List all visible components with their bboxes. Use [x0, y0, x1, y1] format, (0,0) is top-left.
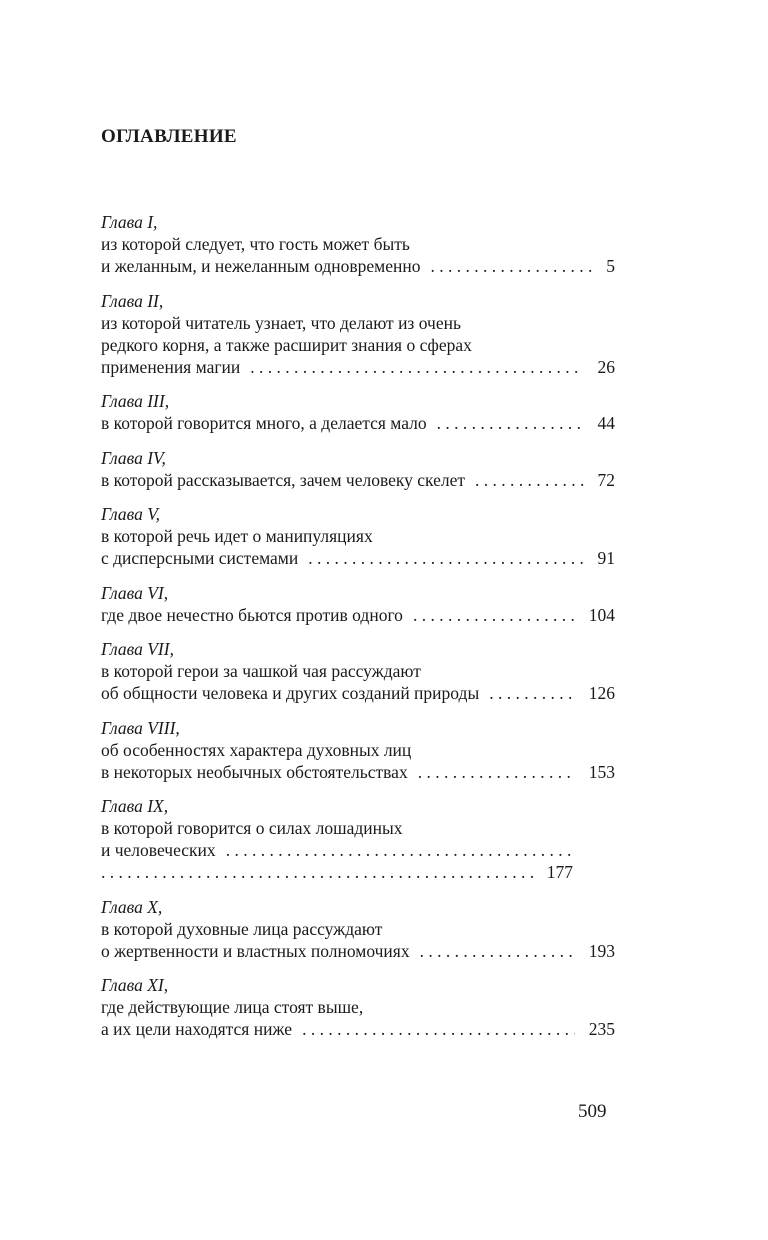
- chapter-label: Глава X,: [101, 896, 163, 917]
- chapter-title-line: в которой герои за чашкой чая рассуждают: [101, 661, 421, 681]
- chapter-title-last-line: [101, 412, 615, 434]
- chapter-title-last-line: [101, 940, 615, 962]
- chapter-title-line: о жертвенности и властных полномочиях: [101, 940, 410, 961]
- chapter-label: Глава IV,: [101, 447, 166, 468]
- toc-entry-chapter-5: [101, 503, 615, 569]
- chapter-title-last-line: [101, 682, 615, 704]
- toc-entry-chapter-4: [101, 447, 615, 491]
- chapter-title-line: где двое нечестно бьются против одного: [101, 604, 403, 625]
- chapter-title-line: в которой речь идет о манипуляциях: [101, 526, 373, 546]
- toc-entry-chapter-6: [101, 582, 615, 626]
- page-number: 193: [588, 940, 615, 961]
- chapter-label: Глава XI,: [101, 975, 169, 995]
- dot-leader: [250, 356, 583, 378]
- chapter-title-line: и человеческих: [101, 840, 216, 860]
- chapter-title-line: с дисперсными системами: [101, 548, 299, 568]
- dot-leader: [420, 940, 575, 962]
- chapter-title-line: в которой говорится много, а делается мало: [101, 413, 427, 433]
- table-of-contents: [101, 211, 615, 1053]
- chapter-title-last-line: [101, 604, 615, 626]
- chapter-label: Глава V,: [101, 504, 161, 524]
- chapter-title-line: об особенностях характера духовных лиц: [101, 739, 412, 760]
- dot-leader: [418, 761, 575, 783]
- dot-leader: [101, 861, 535, 883]
- chapter-title-line: из которой следует, что гость может быть: [101, 234, 410, 254]
- chapter-label: Глава VIII,: [101, 717, 180, 738]
- chapter-title-line: и желанным, и нежеланным одновременно: [101, 256, 421, 276]
- chapter-title-line: в которой рассказывается, зачем человеку скелет: [101, 469, 466, 490]
- chapter-title-line: в которой духовные лица рассуждают: [101, 918, 383, 939]
- toc-entry-chapter-8: [101, 717, 615, 783]
- page-number: 72: [597, 469, 615, 490]
- chapter-title-line: редкого корня, а также расширит знания о сферах: [101, 334, 472, 355]
- toc-entry-chapter-10: [101, 896, 615, 962]
- dot-leader: [437, 412, 584, 434]
- page-number: 91: [597, 548, 615, 568]
- chapter-label: Глава I,: [101, 212, 158, 232]
- page-number: 26: [597, 356, 615, 377]
- dot-leader: [489, 682, 575, 704]
- chapter-title-line: в которой говорится о силах лошадиных: [101, 818, 403, 838]
- chapter-title-last-line: [101, 255, 615, 277]
- chapter-label: Глава II,: [101, 290, 164, 311]
- toc-entry-chapter-1: [101, 211, 615, 277]
- toc-entry-chapter-7: [101, 638, 615, 704]
- toc-entry-chapter-11: [101, 974, 615, 1040]
- dot-leader-continuation: [101, 861, 573, 883]
- toc-entry-chapter-9: [101, 795, 615, 883]
- dot-leader: [302, 1018, 575, 1040]
- chapter-title-line: из которой читатель узнает, что делают из очень: [101, 312, 461, 333]
- chapter-title-line: где действующие лица стоят выше,: [101, 997, 364, 1017]
- page-number: 44: [597, 413, 615, 433]
- chapter-label: Глава VII,: [101, 639, 174, 659]
- page-number: 104: [588, 604, 615, 625]
- page-folio-number: 509: [578, 1101, 607, 1122]
- page-number: 5: [606, 256, 615, 276]
- chapter-title-last-line: [101, 469, 615, 491]
- chapter-title-line: в некоторых необычных обстоятельствах: [101, 761, 408, 782]
- chapter-label: Глава IX,: [101, 796, 169, 816]
- page-number: 153: [588, 761, 615, 782]
- chapter-title-last-line: [101, 1018, 615, 1040]
- chapter-label: Глава III,: [101, 391, 170, 411]
- chapter-title-last-line: [101, 547, 615, 569]
- chapter-title-line: применения магии: [101, 356, 241, 377]
- dot-leader: [308, 547, 583, 569]
- chapter-title-line: а их цели находятся ниже: [101, 1019, 293, 1039]
- toc-entry-chapter-3: [101, 390, 615, 434]
- dot-leader: [226, 839, 573, 861]
- dot-leader: [413, 604, 575, 626]
- chapter-title-last-line: [101, 761, 615, 783]
- dot-leader: [431, 255, 593, 277]
- chapter-title-last-line: [101, 839, 573, 861]
- chapter-title-line: об общности человека и других созданий природы: [101, 683, 480, 703]
- page-title: ОГЛАВЛЕНИЕ: [101, 126, 237, 147]
- page-number: 126: [588, 683, 615, 703]
- chapter-title-last-line: [101, 356, 615, 378]
- toc-entry-chapter-2: [101, 290, 615, 378]
- page-number: 235: [588, 1019, 615, 1039]
- dot-leader: [475, 469, 583, 491]
- page-number: 177: [546, 862, 573, 882]
- chapter-label: Глава VI,: [101, 582, 169, 603]
